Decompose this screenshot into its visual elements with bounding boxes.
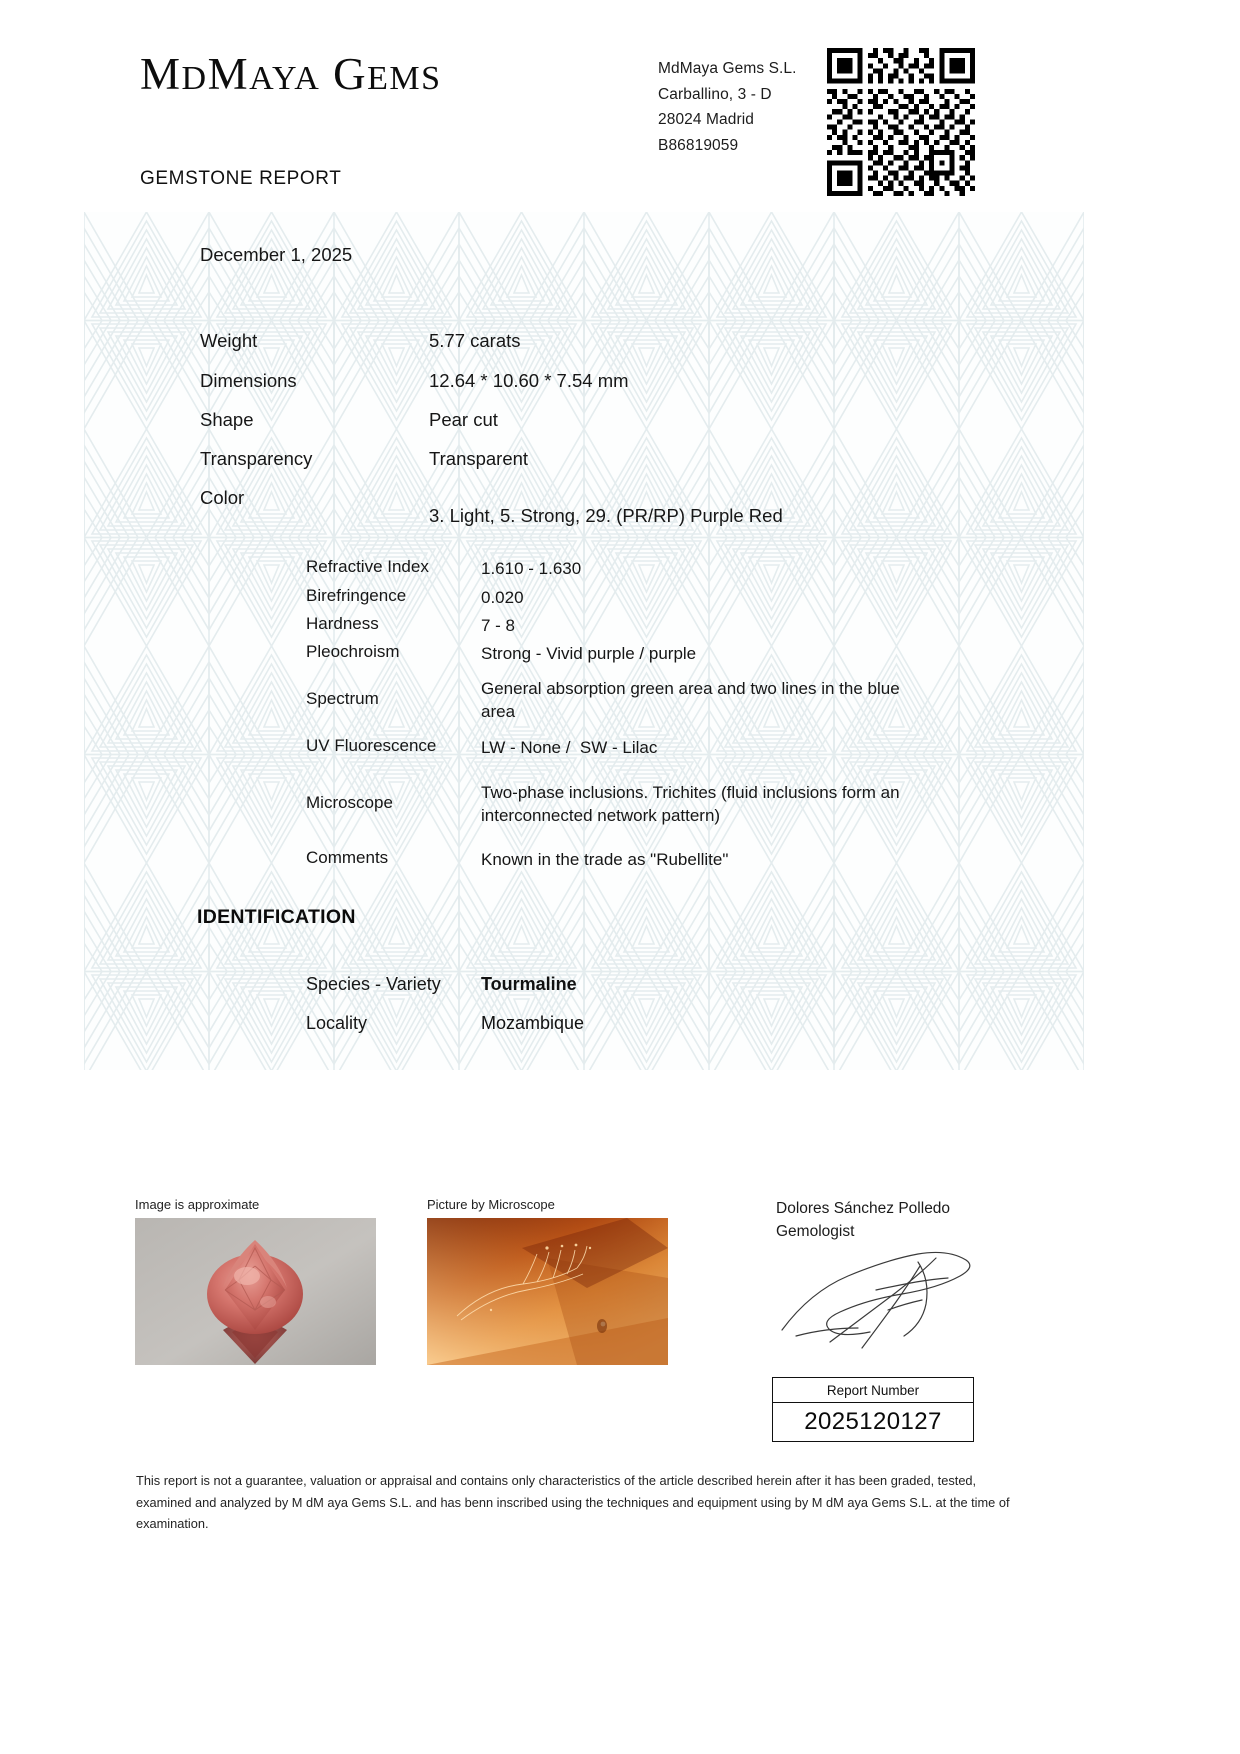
qr-code-icon [827,48,975,196]
field-label-uv-fluorescence: UV Fluorescence [306,736,437,755]
field-value-birefringence: 0.020 [481,588,524,607]
field-value-dimensions: 12.64 * 10.60 * 7.54 mm [429,370,629,391]
report-number-label: Report Number [773,1378,973,1403]
field-value-refractive-index: 1.610 - 1.630 [481,559,582,578]
company-address [658,56,797,158]
field-label-hardness: Hardness [306,614,379,633]
field-label-comments: Comments [306,848,389,867]
microscope-photo-caption: Picture by Microscope [427,1197,555,1212]
gem-photo-caption: Image is approximate [135,1197,260,1212]
field-value-weight: 5.77 carats [429,330,521,351]
gemologist-role: Gemologist [776,1223,855,1240]
field-value-uv-fluorescence: LW - None / SW - Lilac [481,738,658,757]
address-line-1: MdMaya Gems S.L. [658,60,797,77]
field-value-microscope: Two-phase inclusions. Trichites (fluid inclusions form an interconnected network pattern) [481,783,900,825]
field-label-color: Color [200,487,245,508]
report-date: December 1, 2025 [200,244,353,265]
field-label-locality: Locality [306,1013,368,1033]
address-line-4: B86819059 [658,136,739,154]
field-label-dimensions: Dimensions [200,370,297,391]
microscope-photo [427,1218,668,1365]
gem-photo [135,1218,376,1365]
field-label-refractive-index: Refractive Index [306,557,429,576]
address-line-2: Carballino, 3 - D [658,85,772,103]
field-value-spectrum: General absorption green area and two lines in the blue area [481,679,900,721]
field-label-weight: Weight [200,330,258,351]
field-label-microscope: Microscope [306,793,393,812]
field-value-shape: Pear cut [429,409,498,430]
signature-image [770,1232,985,1362]
address-line-3: 28024 Madrid [658,111,754,128]
report-number-value: 2025120127 [804,1408,942,1435]
identification-heading: IDENTIFICATION [197,906,356,928]
field-label-spectrum: Spectrum [306,689,379,708]
field-value-comments: Known in the trade as "Rubellite" [481,850,729,869]
field-value-color: 3. Light, 5. Strong, 29. (PR/RP) Purple Red [429,505,783,526]
field-value-pleochroism: Strong - Vivid purple / purple [481,644,697,663]
report-body-panel [84,212,1084,1070]
page-header [0,0,1240,200]
field-value-hardness: 7 - 8 [481,616,516,635]
field-value-locality: Mozambique [481,1013,585,1033]
field-value-species-variety: Tourmaline [481,974,577,994]
field-label-transparency: Transparency [200,448,313,469]
field-label-shape: Shape [200,409,254,430]
field-label-species-variety: Species - Variety [306,974,441,994]
company-logo: MDMAYA GEMS [140,49,442,99]
field-value-transparency: Transparent [429,448,529,469]
field-label-birefringence: Birefringence [306,586,407,605]
report-number-box [772,1377,974,1442]
disclaimer-text: This report is not a guarantee, valuation or appraisal and contains only characteristics of the article described herein after it has been graded, tested, examined and analyzed by M dM aya Gems S.L. and has benn inscribed using the techniques and equipment using by M dM aya Gems S.L. at the time of examination. [136,1473,1010,1531]
gemologist-name: Dolores Sánchez Polledo [776,1200,951,1217]
page-title: GEMSTONE REPORT [140,168,342,189]
field-label-pleochroism: Pleochroism [306,642,400,661]
